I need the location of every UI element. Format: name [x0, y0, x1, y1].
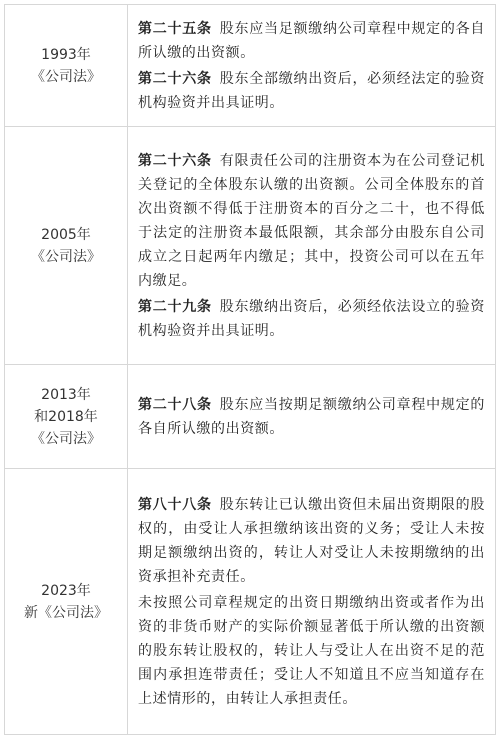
- provision-paragraph: [138, 295, 485, 343]
- provision-cell: [128, 469, 496, 735]
- provision-cell: [128, 365, 496, 469]
- year-label-extra: 和2018年: [34, 408, 98, 425]
- article-text: 股东应当足额缴纳公司章程中规定的各自所认缴的出资额。: [138, 20, 485, 61]
- law-name-label: 《公司法》: [31, 68, 101, 85]
- article-text: 有限责任公司的注册资本为在公司登记机关登记的全体股东认缴的出资额。公司全体股东的首次出资额不得低于注册资本的百分之二十，也不得低于法定的注册资本最低限额，其余部分由股东自公司成立之日起两年内缴足；其中，投资公司可以在五年内缴足。: [138, 152, 485, 289]
- article-text: 股东缴纳出资后，必须经依法设立的验资机构验资并出具证明。: [138, 298, 485, 339]
- provision-cell: [128, 127, 496, 365]
- year-label: 2023年: [41, 582, 91, 599]
- year-label: 1993年: [41, 46, 91, 63]
- law-name-label: 新《公司法》: [24, 604, 108, 621]
- year-cell: [5, 365, 128, 469]
- year-cell: [5, 5, 128, 127]
- provision-paragraph: [138, 493, 485, 589]
- provision-paragraph: [138, 67, 485, 115]
- law-comparison-table: [4, 4, 496, 735]
- article-number: 第二十五条: [138, 20, 212, 37]
- article-number: 第二十八条: [138, 396, 212, 413]
- provision-paragraph: [138, 393, 485, 441]
- article-number: 第二十九条: [138, 298, 212, 315]
- provision-paragraph: [138, 591, 485, 711]
- article-number: 第二十六条: [138, 70, 212, 87]
- year-cell: [5, 127, 128, 365]
- article-number: 第八十八条: [138, 496, 212, 513]
- table-row: [5, 5, 496, 127]
- article-text: 股东应当按期足额缴纳公司章程中规定的各自所认缴的出资额。: [138, 396, 485, 437]
- year-cell: [5, 469, 128, 735]
- article-number: 第二十六条: [138, 152, 212, 169]
- year-label: 2005年: [41, 226, 91, 243]
- article-text: 未按照公司章程规定的出资日期缴纳出资或者作为出资的非货币财产的实际价额显著低于所认缴的出资额的股东转让股权的，转让人与受让人在出资不足的范围内承担连带责任；受让人不知道且不应当知道存在上述情形的，由转让人承担责任。: [138, 594, 485, 707]
- provision-paragraph: [138, 149, 485, 293]
- article-text: 股东全部缴纳出资后，必须经法定的验资机构验资并出具证明。: [138, 70, 485, 111]
- table-row: [5, 365, 496, 469]
- law-name-label: 《公司法》: [31, 430, 101, 447]
- provision-paragraph: [138, 17, 485, 65]
- law-name-label: 《公司法》: [31, 248, 101, 265]
- provision-cell: [128, 5, 496, 127]
- article-text: 股东转让已认缴出资但未届出资期限的股权的，由受让人承担缴纳该出资的义务；受让人未按期足额缴纳出资的，转让人对受让人未按期缴纳的出资承担补充责任。: [138, 496, 485, 585]
- year-label: 2013年: [41, 386, 91, 403]
- table-row: [5, 127, 496, 365]
- table-row: [5, 469, 496, 735]
